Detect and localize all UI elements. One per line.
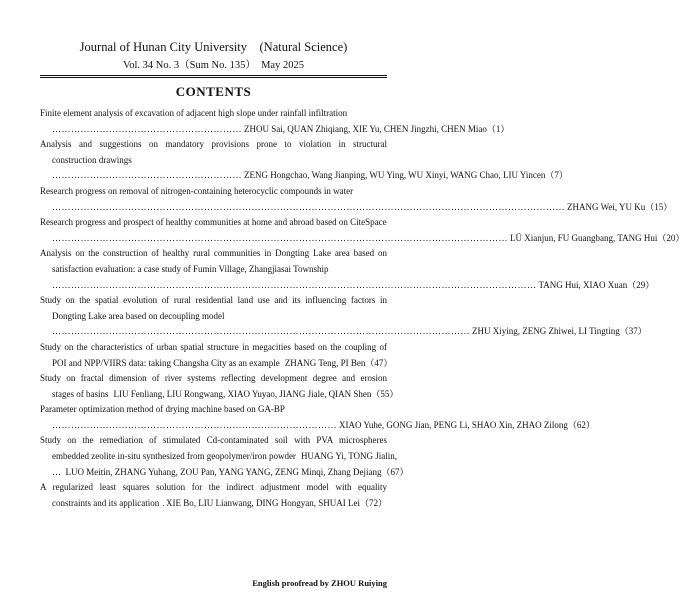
toc-entry[interactable] <box>40 340 393 371</box>
leader-dots: ……………………………………………………………………………………………………………………………… <box>52 232 508 243</box>
entry-authors: LUO Meitin, ZHANG Yuhang, ZOU Pan, YANG YANG, ZENG Minqi, Zhang Dejiang（67） <box>65 466 409 477</box>
leader-dots: ……………………………………………………………………………………………………………………………………………… <box>52 201 565 212</box>
entry-title-cont: satisfaction evaluation: a case study of Fumin Village, Zhangjiasai Township <box>52 263 329 274</box>
contents-heading: CONTENTS <box>175 84 252 99</box>
header-rule-thin <box>40 77 387 78</box>
entry-authors: XIAO Yuhe, GONG Jian, PENG Li, SHAO Xin, ZHAO Zilong（62） <box>339 419 595 430</box>
entry-authors-line <box>40 387 399 403</box>
entry-authors-line <box>40 465 409 481</box>
leader-dots <box>162 496 164 512</box>
entry-title: Study on the spatial evolution of rural residential land use and its influencing factors in <box>40 295 387 306</box>
entry-title: Study on fractal dimension of river systems reflecting development degree and erosion <box>40 373 387 384</box>
entry-title: Finite element analysis of excavation of adjacent high slope under rainfall infiltration <box>40 108 348 118</box>
entry-authors-line <box>40 231 684 247</box>
leader-dots: … <box>52 466 62 477</box>
entry-title: Study on the characteristics of urban spatial structure in megacities based on the coupling of <box>40 341 387 352</box>
toc-entry[interactable] <box>40 293 647 340</box>
entry-title: Analysis on the construction of healthy rural communities in Dongting Lake area based on <box>40 248 387 259</box>
toc-entry[interactable] <box>40 480 387 511</box>
toc-entry[interactable] <box>40 402 595 433</box>
journal-title: Journal of Hunan City University (Natural Science) <box>79 40 348 54</box>
entry-title: A regularized least squares solution for the indirect adjustment model with equality <box>40 482 387 493</box>
entry-authors-line <box>40 418 595 434</box>
leader-dots: ……………………………………………………………………………………………………………………………………… <box>52 279 537 290</box>
leader-dots: …………………………………………………… <box>52 123 242 134</box>
entry-authors-line <box>40 324 647 340</box>
issue-line: Vol. 34 No. 3（Sum No. 135） May 2025 <box>123 60 304 71</box>
toc-entry[interactable] <box>40 137 568 184</box>
entry-authors: ZENG Hongchao, Wang Jianping, WU Ying, WU Xinyi, WANG Chao, LIU Yincen（7） <box>244 170 568 181</box>
toc-entry[interactable] <box>40 184 673 215</box>
entry-title: Research progress on removal of nitrogen-containing heterocyclic compounds in water <box>40 185 354 196</box>
leader-dots: …………………………………………………… <box>52 170 242 181</box>
proofreader-credit: English proofread by ZHOU Ruiying <box>252 578 387 588</box>
toc-entry[interactable] <box>40 433 409 480</box>
entry-authors: ZHANG Wei, YU Ku（15） <box>567 201 673 212</box>
entry-authors: ZHANG Teng, PI Ben（47） <box>284 357 393 368</box>
entry-authors: LÜ Xianjun, FU Guangbang, TANG Hui（20） <box>510 232 684 243</box>
entry-authors-line <box>40 278 655 294</box>
entry-authors-line <box>40 496 387 512</box>
header-rule-thick <box>40 75 387 76</box>
entry-title-cont: POI and NPP/VIIRS data: taking Changsha City as an example <box>52 357 280 368</box>
entry-authors-line <box>40 168 568 184</box>
leader-dots: ……………………………………………………………………………… <box>52 419 337 430</box>
contents-list <box>40 106 684 511</box>
leader-dots: …………………………………………………………………………………………………………………… <box>52 326 470 337</box>
entry-authors: ZHU Xiying, ZENG Zhiwei, LI Tingting（37） <box>472 326 647 337</box>
entry-authors-line <box>40 356 393 372</box>
entry-title: Research progress and prospect of healthy communities at home and abroad based on CiteSpace <box>40 217 387 228</box>
entry-authors-first: HUANG Yi, TONG Jialin, <box>300 451 398 462</box>
toc-entry[interactable] <box>40 106 510 137</box>
entry-authors: TANG Hui, XIAO Xuan（29） <box>538 279 655 290</box>
entry-authors-line <box>40 122 510 138</box>
entry-title: Analysis and suggestions on mandatory provisions prone to violation in structural <box>40 139 387 150</box>
toc-entry[interactable] <box>40 215 684 246</box>
entry-authors: ZHOU Sai, QUAN Zhiqiang, XIE Yu, CHEN Jingzhi, CHEN Miao（1） <box>244 123 510 134</box>
entry-title: Study on the remediation of stimulated Cd-contaminated soil with PVA microspheres <box>40 435 387 446</box>
entry-title-cont: embedded zeolite in-situ synthesized from geopolymer/iron powder <box>52 451 296 462</box>
entry-authors-line <box>40 449 398 465</box>
entry-title-cont: stages of basins <box>52 388 109 399</box>
entry-authors: LIU Fenliang, LIU Rongwang, XIAO Yuyao, JIANG Jiale, QIAN Shen（55） <box>113 388 399 399</box>
entry-authors-line <box>40 200 673 216</box>
entry-title-cont: constraints and its application <box>52 497 160 508</box>
entry-title: Parameter optimization method of drying machine based on GA-BP <box>40 404 285 415</box>
entry-authors: XIE Bo, LIU Lianwang, DING Hongyan, SHUAI Lei（72） <box>166 497 387 508</box>
entry-title-cont: construction drawings <box>52 154 132 165</box>
toc-entry[interactable] <box>40 246 655 293</box>
toc-entry[interactable] <box>40 371 399 402</box>
entry-title-cont: Dongting Lake area based on decoupling model <box>52 310 225 321</box>
